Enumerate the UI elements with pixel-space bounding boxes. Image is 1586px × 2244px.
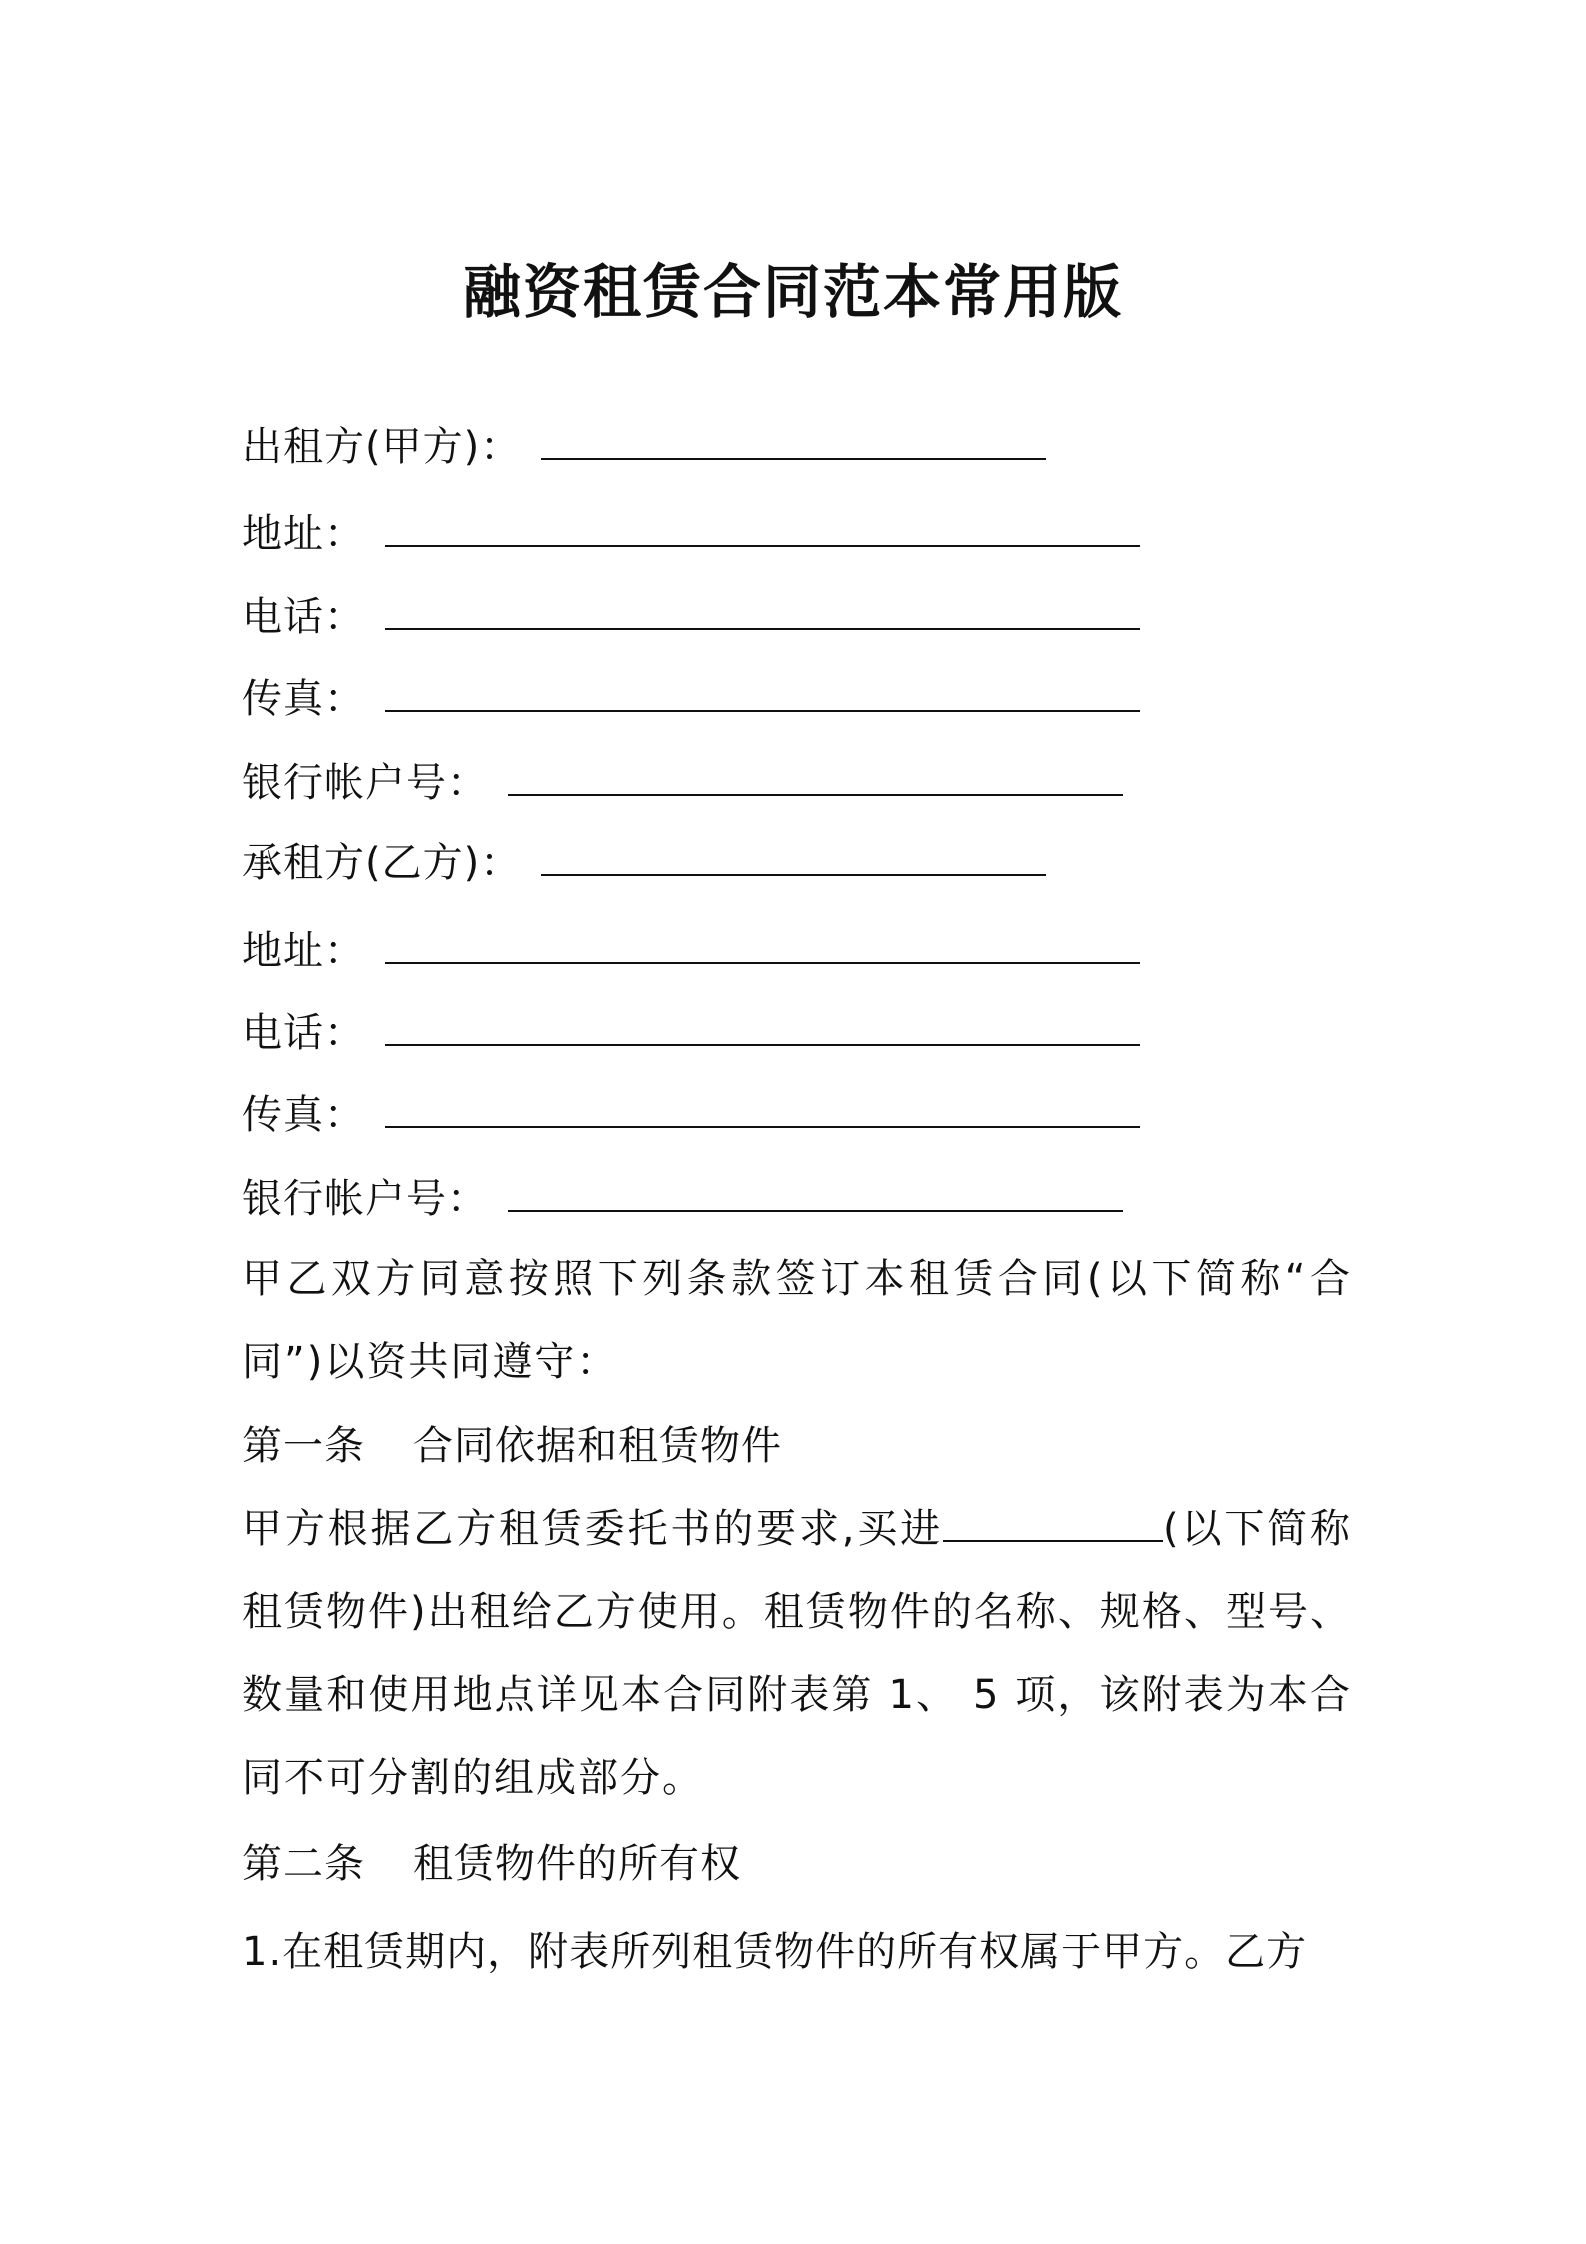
lessor-bank-label: 银行帐户号： — [242, 760, 488, 806]
lessee-address-row — [242, 922, 1140, 979]
article-2-item-1: 1.在租赁期内，附表所列租赁物件的所有权属于甲方。乙方 — [242, 1929, 1308, 1975]
article-1-text-start: 甲方根据乙方租赁委托书的要求,买进 — [242, 1506, 944, 1552]
lessee-bank-field[interactable] — [508, 1170, 1123, 1212]
lessee-phone-row — [242, 1004, 1140, 1061]
lessor-name-label: 出租方(甲方)： — [242, 424, 522, 470]
lessor-bank-row — [242, 754, 1123, 811]
article-2-heading — [242, 1836, 741, 1892]
article-1-text-end: (以下简称租赁物件)出租给乙方使用。租赁物件的名称、规格、型号、数量和使用地点详见本合同附表第 1、 5 项，该附表为本合同不可分割的组成部分。 — [242, 1506, 1353, 1801]
lessee-name-label: 承租方(乙方)： — [242, 840, 522, 886]
lessee-bank-label: 银行帐户号： — [242, 1176, 488, 1222]
lessor-name-row — [242, 418, 1046, 475]
lessee-name-field[interactable] — [541, 834, 1046, 876]
lessor-phone-field[interactable] — [385, 588, 1140, 630]
lessor-fax-field[interactable] — [385, 670, 1140, 712]
lessor-fax-label: 传真： — [242, 676, 365, 722]
lessor-phone-label: 电话： — [242, 594, 365, 640]
lessee-fax-field[interactable] — [385, 1086, 1140, 1128]
document-title: 融资租赁合同范本常用版 — [462, 258, 1123, 326]
lessor-bank-field[interactable] — [508, 754, 1123, 796]
lessee-address-label: 地址： — [242, 928, 365, 974]
lessor-address-field[interactable] — [385, 505, 1140, 547]
lessee-fax-label: 传真： — [242, 1092, 365, 1138]
lessee-phone-field[interactable] — [385, 1004, 1140, 1046]
intro-paragraph: 甲乙双方同意按照下列条款签订本租赁合同(以下简称“合同”)以资共同遵守： — [242, 1256, 1352, 1385]
lessee-address-field[interactable] — [385, 922, 1140, 964]
article-2-title: 租赁物件的所有权 — [413, 1841, 741, 1887]
lessor-fax-row — [242, 670, 1140, 727]
article-1-body — [242, 1488, 1352, 1820]
lessee-name-row — [242, 834, 1046, 891]
article-1-number: 第一条 — [242, 1423, 365, 1469]
lessor-phone-row — [242, 588, 1140, 645]
lessee-bank-row — [242, 1170, 1123, 1227]
lessor-address-label: 地址： — [242, 511, 365, 557]
article-1-heading — [242, 1418, 782, 1474]
article-1-title: 合同依据和租赁物件 — [413, 1423, 782, 1469]
leased-item-field[interactable] — [943, 1500, 1163, 1542]
lessor-address-row — [242, 505, 1140, 562]
lessee-fax-row — [242, 1086, 1140, 1143]
lessee-phone-label: 电话： — [242, 1010, 365, 1056]
article-2-number: 第二条 — [242, 1841, 365, 1887]
lessor-name-field[interactable] — [541, 418, 1046, 460]
